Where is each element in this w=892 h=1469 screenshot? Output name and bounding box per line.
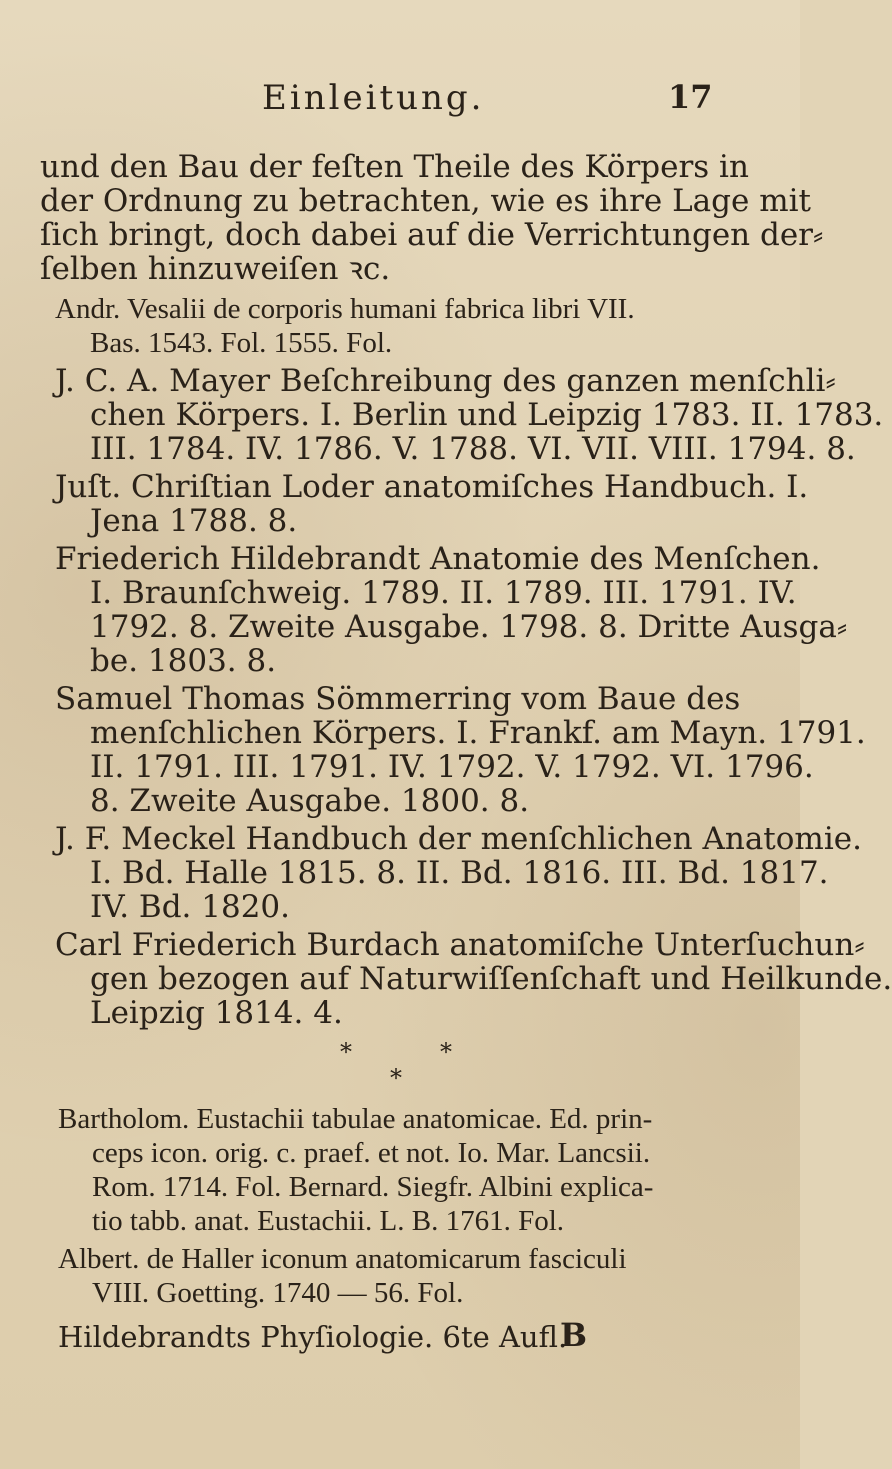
reference-first-line: Juſt. Chriſtian Loder anatomiſches Handbuch. I.: [55, 469, 809, 505]
reference-first-line: J. F. Meckel Handbuch der menſchlichen Anatomie.: [55, 821, 862, 857]
footer-note: Hildebrandts Phyſiologie. 6te Aufl.: [58, 1320, 568, 1354]
latin-reference-continuation-line: ceps icon. orig. c. praef. et not. Io. Mar. Lancsii.: [92, 1137, 651, 1169]
reference-continuation-line: gen bezogen auf Naturwiſſenſchaft und Heilkunde.: [90, 961, 892, 997]
reference-continuation-line: I. Bd. Halle 1815. 8. II. Bd. 1816. III. Bd. 1817.: [90, 855, 829, 891]
intro-text-line: der Ordnung zu betrachten, wie es ihre Lage mit: [40, 183, 811, 219]
reference-continuation-line: be. 1803. 8.: [90, 643, 277, 679]
reference-continuation-line: 1792. 8. Zweite Ausgabe. 1798. 8. Dritte Ausga⸗: [90, 609, 848, 645]
reference-continuation-line: I. Braunſchweig. 1789. II. 1789. III. 1791. IV.: [90, 575, 797, 611]
reference-continuation-line: menſchlichen Körpers. I. Frankf. am Mayn. 1791.: [90, 715, 866, 751]
asterisk-ornament: *: [440, 1038, 452, 1066]
reference-first-line: Friederich Hildebrandt Anatomie des Menſchen.: [55, 541, 821, 577]
chapter-title: Einleitung.: [262, 78, 485, 118]
section-ornament: [0, 1038, 800, 1098]
reference-continuation-line: chen Körpers. I. Berlin und Leipzig 1783. II. 1783.: [90, 397, 884, 433]
printer-signature-mark: B: [560, 1316, 588, 1354]
intro-text-line: und den Bau der feſten Theile des Körpers in: [40, 149, 749, 185]
latin-reference-first-line: Albert. de Haller iconum anatomicarum fasciculi: [58, 1243, 627, 1275]
reference-continuation-line: III. 1784. IV. 1786. V. 1788. VI. VII. VIII. 1794. 8.: [90, 431, 856, 467]
intro-text-line: ſelben hinzuweiſen ꝛc.: [40, 251, 391, 287]
intro-text-line: ſich bringt, doch dabei auf die Verrichtungen der⸗: [40, 217, 824, 253]
reference-first-line: Andr. Vesalii de corporis humani fabrica libri VII.: [55, 293, 635, 325]
reference-continuation-line: II. 1791. III. 1791. IV. 1792. V. 1792. VI. 1796.: [90, 749, 814, 785]
latin-reference-continuation-line: tio tabb. anat. Eustachii. L. B. 1761. Fol.: [92, 1205, 565, 1237]
reference-continuation-line: Bas. 1543. Fol. 1555. Fol.: [90, 327, 393, 359]
reference-first-line: Samuel Thomas Sömmerring vom Baue des: [55, 681, 741, 717]
latin-reference-first-line: Bartholom. Eustachii tabulae anatomicae. Ed. prin-: [58, 1103, 653, 1135]
reference-continuation-line: 8. Zweite Ausgabe. 1800. 8.: [90, 783, 530, 819]
latin-reference-continuation-line: Rom. 1714. Fol. Bernard. Siegfr. Albini explica-: [92, 1171, 654, 1203]
page-number: 17: [668, 78, 713, 116]
asterisk-ornament: *: [390, 1064, 402, 1092]
reference-continuation-line: IV. Bd. 1820.: [90, 889, 291, 925]
reference-first-line: J. C. A. Mayer Beſchreibung des ganzen menſchli⸗: [55, 363, 836, 399]
reference-first-line: Carl Friederich Burdach anatomiſche Unterſuchun⸗: [55, 927, 865, 963]
asterisk-ornament: *: [340, 1038, 352, 1066]
latin-reference-continuation-line: VIII. Goetting. 1740 — 56. Fol.: [92, 1277, 464, 1309]
reference-continuation-line: Leipzig 1814. 4.: [90, 995, 343, 1031]
reference-continuation-line: Jena 1788. 8.: [90, 503, 298, 539]
